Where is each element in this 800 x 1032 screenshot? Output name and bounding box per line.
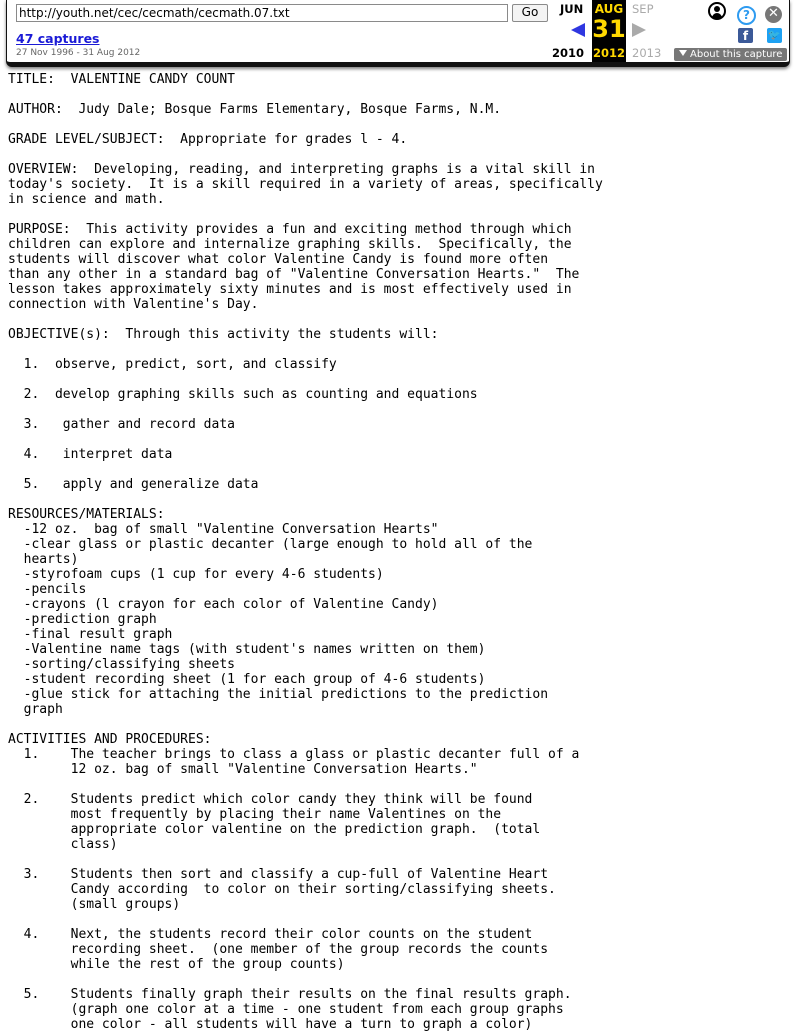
about-capture-label: About this capture (690, 49, 783, 60)
document-line: appropriate color valentine on the prediction graph. (total (8, 822, 541, 837)
user-icon[interactable] (708, 2, 726, 20)
document-line: hearts) (8, 552, 79, 567)
document-line: -pencils (8, 582, 87, 597)
document-line: -crayons (l crayon for each color of Valentine Candy) (8, 597, 439, 612)
document-line: TITLE: VALENTINE CANDY COUNT (8, 72, 235, 87)
document-line: (graph one color at a time - one student from each group graphs (8, 1002, 564, 1017)
document-line: 1. The teacher brings to class a glass or plastic decanter full of a (8, 747, 580, 762)
current-day-label: 31 (592, 15, 626, 43)
document-line: (small groups) (8, 897, 181, 912)
captures-link[interactable]: 47 captures (16, 31, 100, 46)
document-line: 12 oz. bag of small "Valentine Conversation Hearts." (8, 762, 478, 777)
prev-year-label[interactable]: 2010 (552, 46, 585, 60)
document-line: today's society. It is a skill required in a variety of areas, specifically (8, 177, 603, 192)
about-capture-button[interactable] (674, 48, 787, 61)
current-capture-cell (592, 0, 626, 62)
document-line: ACTIVITIES AND PROCEDURES: (8, 732, 212, 747)
document-line: GRADE LEVEL/SUBJECT: Appropriate for grades l - 4. (8, 132, 408, 147)
current-month-label: AUG (594, 2, 624, 16)
document-line: class) (8, 837, 118, 852)
facebook-icon[interactable]: f (738, 28, 753, 43)
document-line: than any other in a standard bag of "Valentine Conversation Hearts." The (8, 267, 580, 282)
next-month-label: SEP (632, 2, 654, 16)
document-line: 5. apply and generalize data (8, 477, 259, 492)
current-year-label: 2012 (592, 46, 625, 60)
document-line: -student recording sheet (1 for each group of 4-6 students) (8, 672, 486, 687)
document-line: -prediction graph (8, 612, 157, 627)
document-line: RESOURCES/MATERIALS: (8, 507, 165, 522)
document-line: lesson takes approximately sixty minutes and is most effectively used in (8, 282, 572, 297)
document-line: 3. Students then sort and classify a cup-full of Valentine Heart (8, 867, 549, 882)
document-line: students will discover what color Valentine Candy is found more often (8, 252, 549, 267)
wayback-toolbar (6, 0, 790, 67)
document-line: most frequently by placing their name Valentines on the (8, 807, 502, 822)
document-line: -final result graph (8, 627, 173, 642)
document-line: -sorting/classifying sheets (8, 657, 235, 672)
document-line: children can explore and internalize graphing skills. Specifically, the (8, 237, 572, 252)
document-line: OVERVIEW: Developing, reading, and interpreting graphs is a vital skill in (8, 162, 595, 177)
next-arrow-icon (632, 23, 646, 37)
document-line: 1. observe, predict, sort, and classify (8, 357, 337, 372)
prev-arrow-icon[interactable] (571, 23, 585, 37)
document-line: 2. Students predict which color candy they think will be found (8, 792, 533, 807)
twitter-icon[interactable]: 🐦 (768, 30, 781, 41)
archived-text-document (8, 72, 603, 1032)
document-line: PURPOSE: This activity provides a fun and exciting method through which (8, 222, 572, 237)
dropdown-triangle-icon (679, 50, 687, 56)
document-line: while the rest of the group counts) (8, 957, 345, 972)
document-line: -clear glass or plastic decanter (large enough to hold all of the (8, 537, 533, 552)
document-line: -glue stick for attaching the initial predictions to the prediction (8, 687, 549, 702)
close-icon[interactable]: ✕ (765, 6, 782, 23)
go-button[interactable]: Go (512, 4, 548, 22)
document-line: -Valentine name tags (with student's names written on them) (8, 642, 486, 657)
document-line: -12 oz. bag of small "Valentine Conversation Hearts" (8, 522, 439, 537)
document-line: 4. interpret data (8, 447, 173, 462)
document-line: 4. Next, the students record their color counts on the student (8, 927, 533, 942)
url-input[interactable] (16, 4, 508, 22)
next-year-label: 2013 (632, 46, 662, 60)
prev-month-label[interactable]: JUN (560, 2, 584, 16)
capture-date-range: 27 Nov 1996 - 31 Aug 2012 (16, 48, 141, 58)
document-line: 2. develop graphing skills such as counting and equations (8, 387, 478, 402)
document-line: OBJECTIVE(s): Through this activity the students will: (8, 327, 439, 342)
document-line: graph (8, 702, 63, 717)
document-line: AUTHOR: Judy Dale; Bosque Farms Elementary, Bosque Farms, N.M. (8, 102, 502, 117)
help-icon[interactable]: ? (737, 6, 756, 25)
document-line: connection with Valentine's Day. (8, 297, 259, 312)
document-line: one color - all students will have a turn to graph a color) (8, 1017, 533, 1032)
document-line: recording sheet. (one member of the group records the counts (8, 942, 549, 957)
document-line: in science and math. (8, 192, 165, 207)
document-line: 5. Students finally graph their results on the final results graph. (8, 987, 572, 1002)
document-line: 3. gather and record data (8, 417, 235, 432)
document-line: Candy according to color on their sorting/classifying sheets. (8, 882, 556, 897)
document-line: -styrofoam cups (1 cup for every 4-6 students) (8, 567, 384, 582)
